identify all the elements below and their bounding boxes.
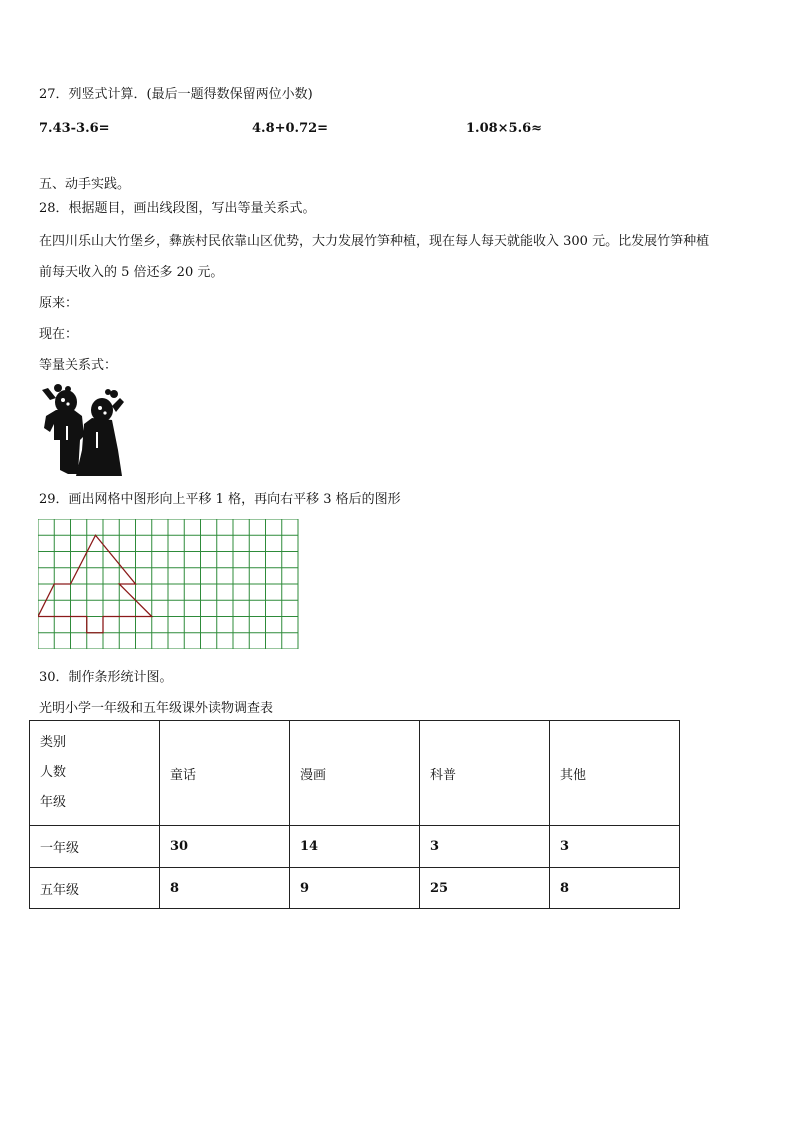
column-header: 其他 (550, 721, 680, 826)
table-row (30, 826, 680, 868)
table-header-row (30, 721, 680, 826)
row-label: 五年级 (30, 868, 160, 909)
translation-grid (38, 519, 300, 649)
q27-item-3: 1.08×5.6≈ (466, 121, 543, 136)
table-cell: 3 (420, 826, 550, 868)
q28-problem-line-1: 在四川乐山大竹堡乡，彝族村民依靠山区优势，大力发展竹笋种植，现在每人每天就能收入 300 元。比发展竹笋种植 (39, 234, 710, 249)
row-label: 一年级 (30, 826, 160, 868)
table-cell: 25 (420, 868, 550, 909)
diagonal-header-cell (30, 721, 160, 826)
survey-table-caption: 光明小学一年级和五年级课外读物调查表 (39, 701, 274, 716)
q27-item-2: 4.8+0.72= (252, 121, 329, 136)
table-cell: 30 (160, 826, 290, 868)
table-cell: 8 (550, 868, 680, 909)
header-grade-label: 年级 (40, 795, 67, 810)
header-count-label: 人数 (40, 765, 67, 780)
table-cell: 14 (290, 826, 420, 868)
q28-problem-line-2: 前每天收入的 5 倍还多 20 元。 (39, 265, 224, 280)
q27-item-1: 7.43-3.6= (39, 121, 110, 136)
column-header: 童话 (160, 721, 290, 826)
q30-title: 30．制作条形统计图。 (39, 670, 173, 685)
header-category-label: 类别 (40, 735, 67, 750)
q27-title: 27．列竖式计算．(最后一题得数保留两位小数) (39, 87, 313, 102)
table-row (30, 868, 680, 909)
column-header: 漫画 (290, 721, 420, 826)
table-cell: 8 (160, 868, 290, 909)
q28-original-label: 原来： (39, 296, 79, 311)
column-header: 科普 (420, 721, 550, 826)
q28-title: 28．根据题目，画出线段图，写出等量关系式。 (39, 201, 316, 216)
reading-survey-table (29, 720, 680, 909)
q28-now-label: 现在： (39, 327, 79, 342)
q29-title: 29．画出网格中图形向上平移 1 格，再向右平移 3 格后的图形 (39, 492, 401, 507)
two-girls-silhouette-image (38, 380, 128, 478)
table-cell: 9 (290, 868, 420, 909)
section-5-title: 五、动手实践。 (39, 177, 131, 192)
table-cell: 3 (550, 826, 680, 868)
q28-equation-label: 等量关系式： (39, 358, 118, 373)
grid-lines (38, 519, 298, 649)
